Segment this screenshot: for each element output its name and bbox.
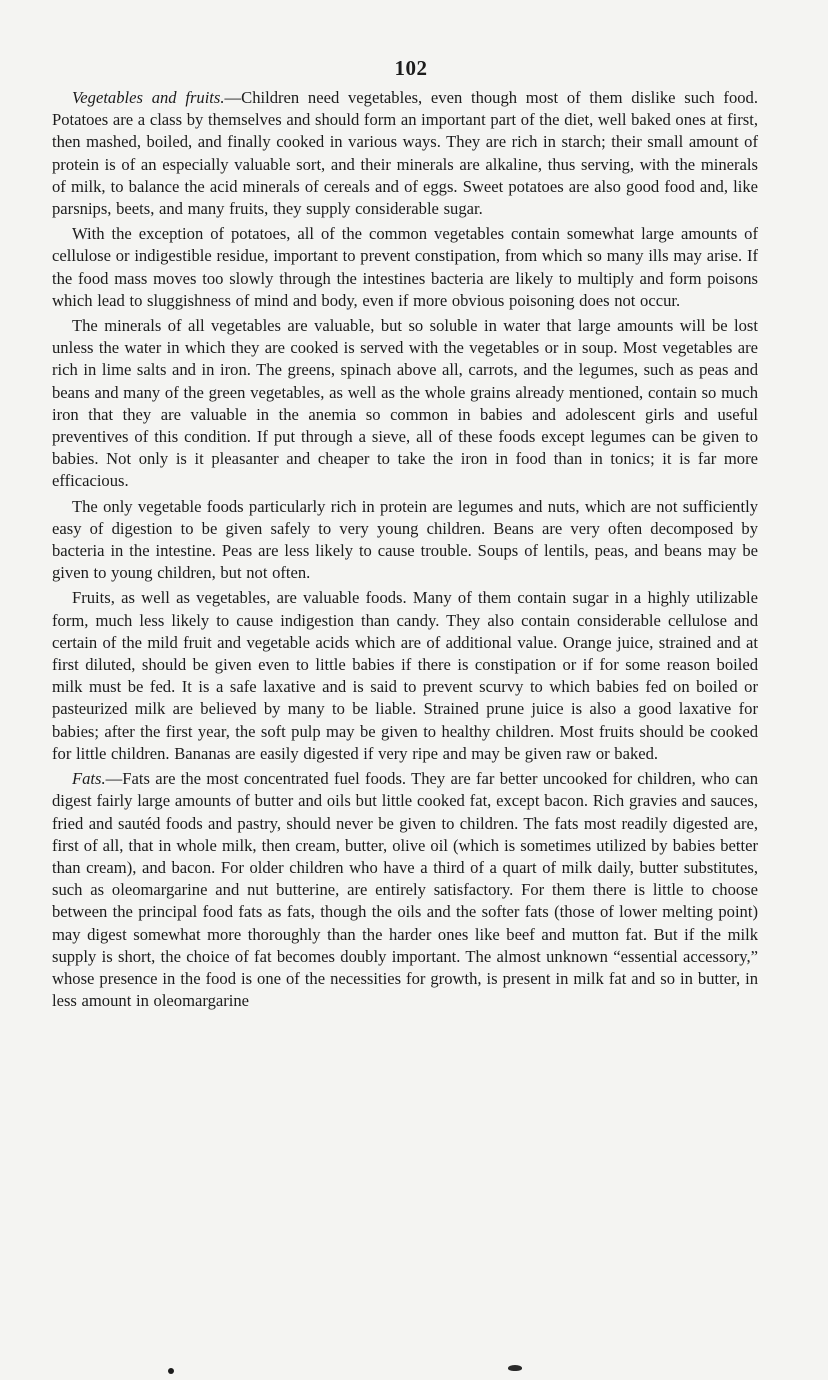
page-number: 102 [394, 56, 428, 80]
paragraph-fruits [52, 587, 758, 765]
paragraph-text: —Fats are the most concentrated fuel foods. They are far better uncooked for children, who can digest fairly large amounts of butter and oils but little cooked fat, except bacon. Rich gravies and sauces, fried and sautéd foods and pastry, should never be given to children. The fats most readily digested are, first of all, that in whole milk, then cream, butter, olive oil (which is sometimes utilized by babies better than cream), and bacon. For older children who have a third of a quart of milk daily, butter substitutes, such as oleomargarine and nut butterine, are entirely satisfactory. For them there is little to choose between the principal food fats as fats, though the oils and the softer fats (those of lower melting point) may digest somewhat more thoroughly than the harder ones like beef and mutton fat. But if the milk supply is short, the choice of fat becomes doubly important. The almost unknown “essential accessory,” whose presence in the food is one of the necessities for growth, is present in milk fat and so in butter, in less amount in oleomargarine [52, 769, 758, 1011]
paragraph-text: —Children need vegetables, even though most of them dislike such food. Potatoes are a class by themselves and should form an important part of the diet, well baked ones at first, then mashed, boiled, and finally cooked in various ways. They are rich in starch; their small amount of protein is of an especially valuable sort, and their minerals are alkaline, thus serving, with the minerals of milk, to balance the acid minerals of cereals and of eggs. Sweet potatoes are also good food and, like parsnips, beets, and many fruits, they supply considerable sugar. [52, 88, 759, 219]
paragraph-minerals [52, 315, 758, 493]
section-heading: Vegetables and fruits. [72, 88, 225, 107]
paragraph-text: The minerals of all vegetables are valuable, but so soluble in water that large amounts will be lost unless the water in which they are cooked is served with the vegetables or in soup. Most vegetables are rich in lime salts and in iron. The greens, spinach above all, carrots, and the legumes, such as peas and beans and many of the green vegetables, as well as the whole grains already mentioned, contain so much iron that they are valuable in the anemia so common in babies and adolescent girls and useful preventives of this condition. If put through a sieve, all of these foods except legumes can be given to babies. Not only is it pleasanter and cheaper to take the iron in food than in tonics; it is far more efficacious. [52, 316, 758, 491]
paragraph-text: The only vegetable foods particularly rich in protein are legumes and nuts, which are not sufficiently easy of digestion to be given safely to very young children. Beans are very often decomposed by bacteria in the intestine. Peas are less likely to cause trouble. Soups of lentils, peas, and beans may be given to young children, but not often. [52, 496, 758, 583]
scan-speck [508, 1365, 522, 1371]
paragraph-protein [52, 496, 758, 585]
paragraph-cellulose [52, 223, 758, 312]
paragraph-fats [52, 768, 758, 1012]
paragraph-text: With the exception of potatoes, all of the common vegetables contain somewhat large amounts of cellulose or indigestible residue, important to prevent constipation, from which so many ills may arise. If the food mass moves too slowly through the intestines bacteria are likely to multiply and form poisons which lead to sluggishness of mind and body, even if more obvious poisoning does not occur. [52, 224, 758, 310]
scan-speck [168, 1368, 174, 1374]
section-heading: Fats. [72, 769, 106, 789]
paragraph-text: Fruits, as well as vegetables, are valuable foods. Many of them contain sugar in a highly utilizable form, much less likely to cause indigestion than candy. They also contain considerable cellulose and certain of the mild fruit and vegetable acids which are of additional value. Orange juice, strained and at first diluted, should be given even to little babies if there is constipation or if for some reason boiled milk must be fed. It is a safe laxative and is said to prevent scurvy to which babies fed on boiled or pasteurized milk are believed by many to be liable. Strained prune juice is also a good laxative for babies; after the first year, the soft pulp may be given to healthy children. Most fruits should be cooked for little children. Bananas are easily digested if very ripe and may be given raw or baked. [52, 588, 758, 763]
paragraph-vegetables-fruits [52, 87, 758, 220]
